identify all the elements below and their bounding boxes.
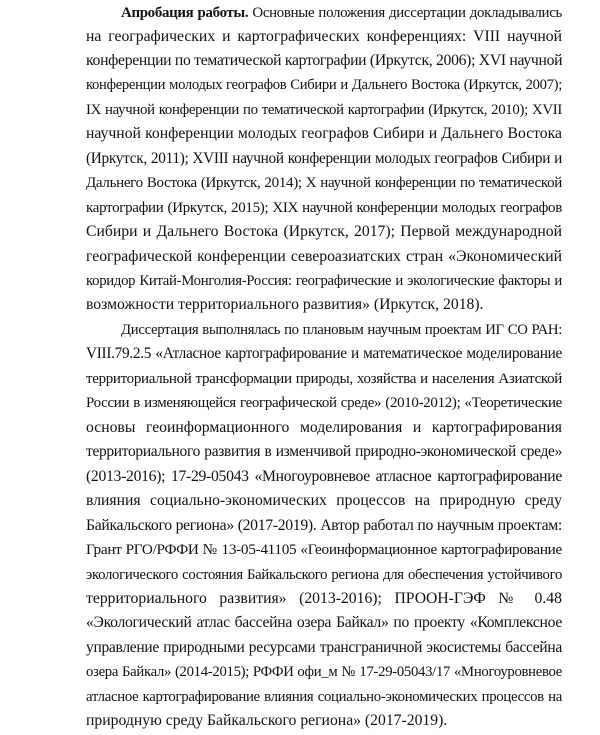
paragraph-2-line-16: атласное картографирование влияния социально-экономических процессов на <box>86 689 562 705</box>
paragraph-1-line-2: на географических и картографических конференциях: VIII научной <box>86 28 562 45</box>
paragraph-1-line-4: конференции молодых географов Сибири и Дальнего Востока (Иркутск, 2007); <box>86 77 562 93</box>
paragraph-1-line-1-text: Основные положения диссертации докладывались <box>252 5 562 21</box>
paragraph-2-line-3: территориальной трансформации природы, хозяйства и населения Азиатской <box>86 371 562 387</box>
paragraph-1-heading: Апробация работы. <box>121 5 249 21</box>
paragraph-2-line-15: озера Байкал» (2014-2015); РФФИ офи_м № 17-29-05043/17 «Многоуровневое <box>86 664 562 680</box>
paragraph-1-line-10: Сибири и Дальнего Востока (Иркутск, 2017); Первой международной <box>86 223 562 240</box>
paragraph-2-line-10: Грант РГО/РФФИ № 13-05-41105 «Геоинформационное картографирование <box>86 541 562 558</box>
paragraph-2-line-7: (2013-2016); 17-29-05043 «Многоуровневое атласное картографирование <box>86 468 562 485</box>
paragraph-1-line-11: географической конференции североазиатских стран «Экономический <box>86 248 562 265</box>
paragraph-2-line-5: основы геоинформационного моделирования и картографирования <box>86 419 562 436</box>
paragraph-2-line-12: территориального развития» (2013-2016); ПРООН-ГЭФ № 0.48 <box>86 590 562 607</box>
paragraph-1-line-6: научной конференции молодых географов Сибири и Дальнего Востока <box>86 125 562 142</box>
paragraph-2-line-17: природную среду Байкальского региона» (2017-2019). <box>86 712 448 729</box>
paragraph-2-line-9: Байкальского региона» (2017-2019). Автор работал по научным проектам: <box>86 517 562 534</box>
paragraph-2-line-11: экологического состояния Байкальского региона для обеспечения устойчивого <box>86 567 562 583</box>
paragraph-1-line-3: конференции по тематической картографии (Иркутск, 2006); XVI научной <box>86 52 563 69</box>
paragraph-2-line-13: «Экологический атлас бассейна озера Байкал» по проекту «Комплексное <box>86 614 562 631</box>
paragraph-1-line-12: коридор Китай-Монголия-Россия: географические и экологические факторы и <box>86 273 562 289</box>
paragraph-1-line-5: IX научной конференции по тематической картографии (Иркутск, 2010); XVII <box>86 102 562 118</box>
paragraph-2-line-6: территориального развития в изменчивой природно-экономической среде» <box>86 443 562 460</box>
paragraph-1-line-9: картографии (Иркутск, 2015); XIX научной конференции молодых географов <box>86 200 562 216</box>
paragraph-2-line-1: Диссертация выполнялась по плановым научным проектам ИГ СО РАН: <box>121 322 562 338</box>
paragraph-2-line-8: влияния социально-экономических процессов на природную среду <box>86 492 562 509</box>
paragraph-2-line-14: управление природными ресурсами трансграничной экосистемы бассейна <box>86 639 562 656</box>
paragraph-1-line-13: возможности территориального развития» (Иркутск, 2018). <box>86 296 484 313</box>
paragraph-1-line-7: (Иркутск, 2011); XVIII научной конференции молодых географов Сибири и <box>86 150 562 167</box>
paragraph-2-line-4: России в изменяющейся географической среде» (2010-2012); «Теоретические <box>86 395 562 411</box>
paragraph-1-line-1 <box>121 1 562 25</box>
paragraph-1-line-8: Дальнего Востока (Иркутск, 2014); X научной конференции по тематической <box>86 175 562 191</box>
paragraph-2-line-2: VIII.79.2.5 «Атласное картографирование и математическое моделирование <box>86 345 562 362</box>
